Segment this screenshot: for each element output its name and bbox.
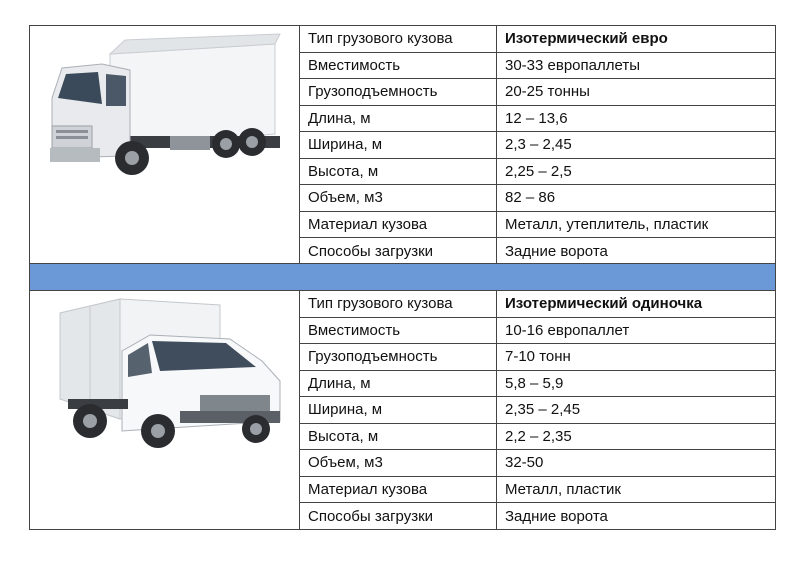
spec-row xyxy=(300,450,775,477)
spec-value: 7-10 тонн xyxy=(505,348,571,366)
spec-value: 20-25 тонны xyxy=(505,83,590,101)
spec-value: Изотермический одиночка xyxy=(505,295,703,313)
spec-row xyxy=(300,344,775,371)
small-van-truck-image xyxy=(30,291,298,531)
spec-row xyxy=(300,424,775,451)
spec-row xyxy=(300,371,775,398)
spec-value: 2,2 – 2,35 xyxy=(505,427,572,445)
spec-value: 2,3 – 2,45 xyxy=(505,136,572,154)
spec-value: 82 – 86 xyxy=(505,189,556,207)
spec-label: Высота, м xyxy=(300,424,497,450)
spec-value: Металл, утеплитель, пластик xyxy=(505,215,709,233)
truck-image-cell-2 xyxy=(30,291,300,529)
spec-value: 30-33 европаллеты xyxy=(505,56,640,74)
spec-value: 2,25 – 2,5 xyxy=(505,162,572,180)
truck-image-cell-1 xyxy=(30,26,300,263)
spec-label: Ширина, м xyxy=(300,132,497,158)
spec-table-1 xyxy=(300,26,775,263)
spec-label: Вместимость xyxy=(300,318,497,344)
spec-label: Тип грузового кузова xyxy=(300,291,497,317)
spec-row xyxy=(300,132,775,159)
spec-value: 5,8 – 5,9 xyxy=(505,374,564,392)
large-refrigerated-truck-image xyxy=(30,26,298,265)
spec-row xyxy=(300,212,775,239)
spec-row xyxy=(300,318,775,345)
spec-value: Изотермический евро xyxy=(505,30,668,48)
spec-row xyxy=(300,477,775,504)
truck-spec-block-1 xyxy=(29,25,776,264)
spec-value: Металл, пластик xyxy=(505,480,621,498)
spec-label: Объем, м3 xyxy=(300,185,497,211)
spec-label: Способы загрузки xyxy=(300,503,497,530)
spec-value: 2,35 – 2,45 xyxy=(505,401,581,419)
spec-value: Задние ворота xyxy=(505,242,608,260)
spec-label: Вместимость xyxy=(300,53,497,79)
spec-label: Ширина, м xyxy=(300,397,497,423)
spec-table-2 xyxy=(300,291,775,529)
spec-value: 32-50 xyxy=(505,454,544,472)
spec-label: Грузоподъемность xyxy=(300,344,497,370)
spec-row xyxy=(300,53,775,80)
spec-row xyxy=(300,238,775,265)
spec-label: Длина, м xyxy=(300,106,497,132)
spec-row xyxy=(300,79,775,106)
spec-label: Объем, м3 xyxy=(300,450,497,476)
spec-row xyxy=(300,185,775,212)
spec-value: 10-16 европаллет xyxy=(505,321,630,339)
truck-spec-block-2 xyxy=(29,290,776,530)
spec-label: Материал кузова xyxy=(300,477,497,503)
spec-label: Материал кузова xyxy=(300,212,497,238)
spec-row xyxy=(300,397,775,424)
spec-label: Грузоподъемность xyxy=(300,79,497,105)
spec-row xyxy=(300,503,775,530)
spec-row xyxy=(300,26,775,53)
spec-label: Тип грузового кузова xyxy=(300,26,497,52)
spec-row xyxy=(300,159,775,186)
spec-label: Высота, м xyxy=(300,159,497,185)
spec-value: Задние ворота xyxy=(505,507,608,525)
spec-label: Длина, м xyxy=(300,371,497,397)
spec-row xyxy=(300,291,775,318)
separator-band xyxy=(29,264,776,290)
spec-value: 12 – 13,6 xyxy=(505,109,568,127)
spec-row xyxy=(300,106,775,133)
spec-label: Способы загрузки xyxy=(300,238,497,265)
